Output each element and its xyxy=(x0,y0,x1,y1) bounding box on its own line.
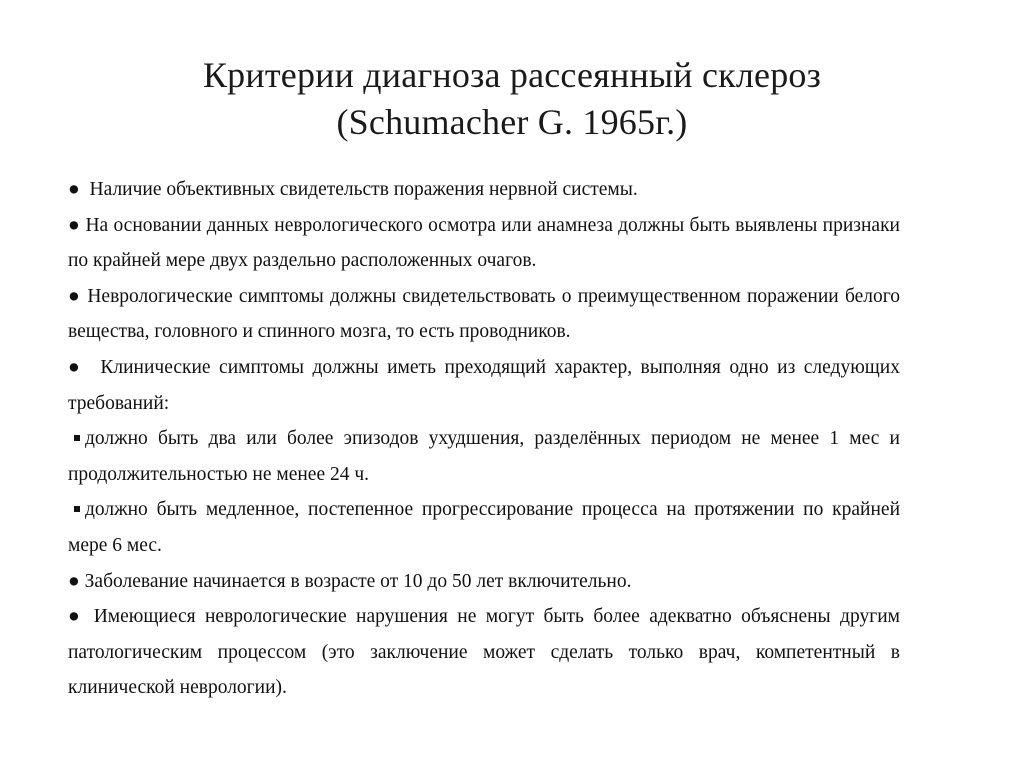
bullet-icon: ● xyxy=(68,214,81,236)
list-item-text: Неврологические симптомы должны свидетельствовать о преимущественном поражении белого вещества, головного и спинного мозга, то есть проводников. xyxy=(68,285,901,343)
list-item-text: Клинические симптомы должны иметь преходящий характер, выполняя одно из следующих требований: xyxy=(68,356,900,414)
bullet-icon: ● xyxy=(68,356,84,378)
sub-list-item xyxy=(68,492,900,563)
title-line-1: Критерии диагноза рассеянный склероз xyxy=(202,55,822,95)
list-item-text: должно быть медленное, постепенное прогрессирование процесса на протяжении по крайней мере 6 мес. xyxy=(68,499,900,556)
list-item xyxy=(68,172,900,208)
list-item-text: Заболевание начинается в возрасте от 10 до 50 лет включительно. xyxy=(84,570,632,592)
list-item xyxy=(68,350,900,421)
bullet-icon: ● xyxy=(68,570,80,592)
list-item-text: Имеющиеся неврологические нарушения не могут быть более адекватно объяснены другим патологическим процессом (это заключение может сделать только врач, компетентный в клинической неврологии). xyxy=(68,606,900,699)
criteria-list xyxy=(68,172,900,706)
list-item xyxy=(68,564,900,600)
square-bullet-icon xyxy=(74,506,80,512)
list-item xyxy=(68,279,900,350)
square-bullet-icon xyxy=(74,435,80,441)
list-item xyxy=(68,599,900,706)
list-item-text: Наличие объективных свидетельств поражения нервной системы. xyxy=(89,179,638,200)
bullet-icon: ● xyxy=(68,285,82,307)
bullet-icon: ● xyxy=(68,179,80,200)
sub-list-item xyxy=(68,421,900,492)
slide-title xyxy=(0,52,1024,146)
list-item-text: На основании данных неврологического осмотра или анамнеза должны быть выявлены признаки по крайней мере двух раздельно расположенных очагов. xyxy=(68,214,900,272)
bullet-icon: ● xyxy=(68,606,85,628)
list-item xyxy=(68,208,900,279)
title-line-2: (Schumacher G. 1965г.) xyxy=(336,102,688,142)
list-item-text: должно быть два или более эпизодов ухудшения, разделённых периодом не менее 1 мес и продолжительностью не менее 24 ч. xyxy=(68,428,900,485)
